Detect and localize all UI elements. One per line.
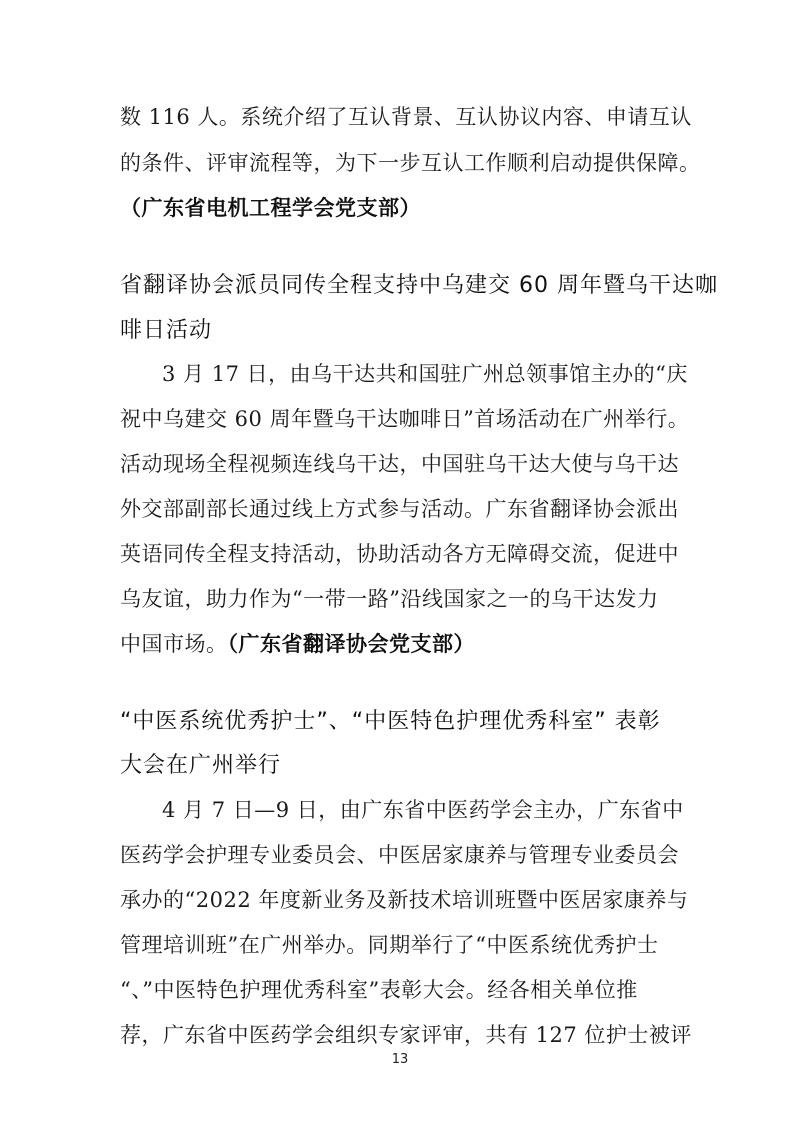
paragraph-line: 管理培训班”在广州举办。同期举行了“中医系统优秀护士 xyxy=(120,933,659,957)
paragraph-line: 外交部副部长通过线上方式参与活动。广东省翻译协会派出 xyxy=(120,497,679,521)
paragraph-line: “、”中医特色护理优秀科室”表彰大会。经各相关单位推 xyxy=(120,978,638,1002)
paragraph-line: 英语同传全程支持活动，协助活动各方无障碍交流，促进中 xyxy=(120,542,679,566)
paragraph-line: 4 月 7 日—9 日，由广东省中医药学会主办，广东省中 xyxy=(162,798,684,822)
paragraph-line: 3 月 17 日，由乌干达共和国驻广州总领事馆主办的“庆 xyxy=(162,362,688,386)
article-title: 啡日活动 xyxy=(120,318,213,343)
source-attribution: （广东省电机工程学会党支部） xyxy=(120,196,421,220)
article-title: 省翻译协会派员同传全程支持中乌建交 60 周年暨乌干达咖 xyxy=(120,273,718,298)
paragraph-text: 中国市场。 xyxy=(120,632,228,656)
paragraph-line: 医药学会护理专业委员会、中医居家康养与管理专业委员会 xyxy=(120,843,679,867)
paragraph-line: 承办的“2022 年度新业务及新技术培训班暨中医居家康养与 xyxy=(120,888,689,912)
article-title: 大会在广州举行 xyxy=(120,753,282,778)
page-number: 13 xyxy=(391,1052,409,1067)
source-attribution: （广东省翻译协会党支部） xyxy=(227,632,475,656)
article-title: “中医系统优秀护士”、“中医特色护理优秀科室” 表彰 xyxy=(120,709,661,734)
paragraph-line: 数 116 人。系统介绍了互认背景、互认协议内容、申请互认 xyxy=(120,105,692,129)
paragraph-line: 荐，广东省中医药学会组织专家评审，共有 127 位护士被评 xyxy=(120,1023,692,1047)
paragraph-line: 乌友谊，助力作为“一带一路”沿线国家之一的乌干达发力 xyxy=(120,587,659,611)
paragraph-line: 祝中乌建交 60 周年暨乌干达咖啡日”首场活动在广州举行。 xyxy=(120,407,690,431)
paragraph-line xyxy=(120,630,680,658)
paragraph-line: 活动现场全程视频连线乌干达，中国驻乌干达大使与乌干达 xyxy=(120,452,679,476)
paragraph-line: 的条件、评审流程等，为下一步互认工作顺利启动提供保障。 xyxy=(120,151,701,175)
